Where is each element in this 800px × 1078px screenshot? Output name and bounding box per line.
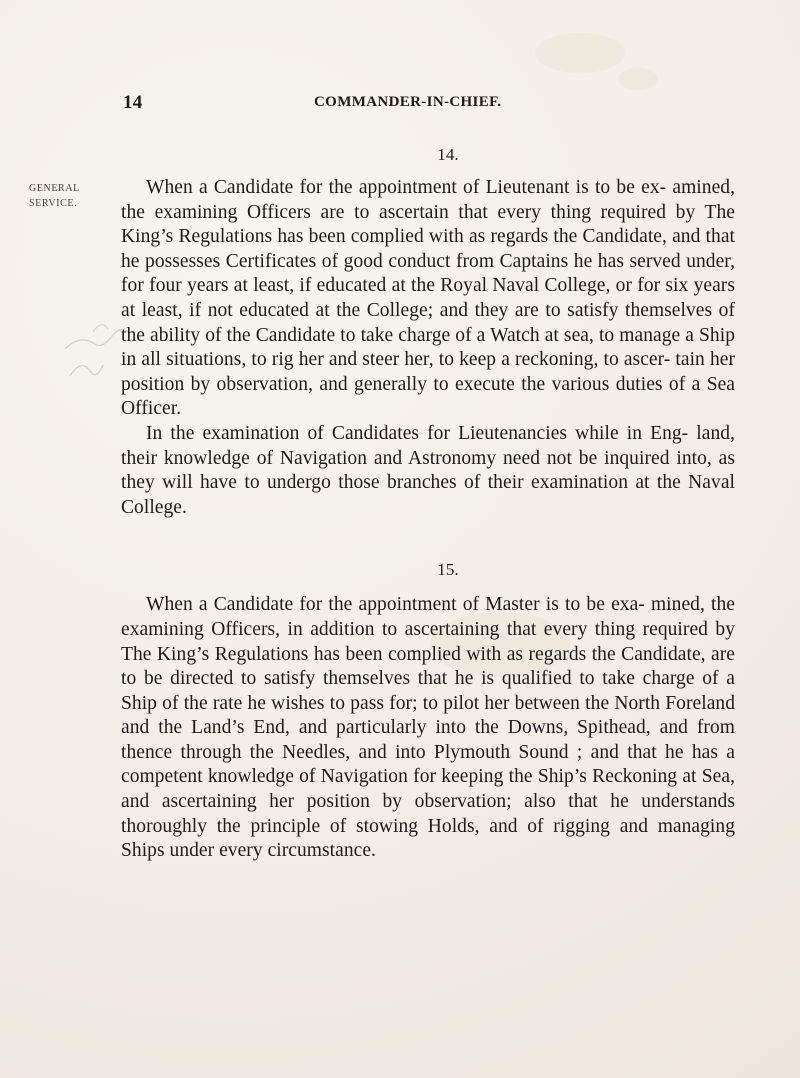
section-number: 14. [437, 145, 459, 164]
main-text [121, 145, 735, 864]
body-paragraph: When a Candidate for the appointment of Lieutenant is to be ex- amined, the examining Officers are to ascertain that every thing required by The King’s Regulations has been complied with as regards the Candidate, and that he possesses Certificates of good conduct from Captains he has served under, for four years at least, if educated at the Royal Naval College, or for six years at least, if not educated at the College; and they are to satisfy themselves of the ability of the Candidate to take charge of a Watch at sea, to manage a Ship in all situations, to rig her and steer her, to keep a reckoning, to ascer- tain her position by observation, and generally to execute the various duties of a Sea Officer. [121, 177, 735, 420]
margin-note [29, 181, 109, 211]
margin-note-line: GENERAL [29, 183, 80, 194]
body-paragraph: In the examination of Candidates for Lieutenancies while in Eng- land, their knowledge of Navigation and Astronomy need not be inquired into, as they will have to undergo those branches of their examination at the Naval College. [121, 422, 735, 518]
paper-stain [535, 33, 625, 73]
margin-note-line: SERVICE. [29, 198, 78, 209]
page-header [0, 92, 800, 116]
page-number: 14 [123, 92, 143, 113]
paper-stain [618, 68, 658, 90]
body-paragraph: When a Candidate for the appointment of Master is to be exa- mined, the examining Officers, in addition to ascertaining that every thing required by The King’s Regulations has been complied with as regards the Candidate, are to be directed to satisfy themselves that he is qualified to take charge of a Ship of the rate he wishes to pass for; to pilot her between the North Foreland and the Land’s End, and particularly into the Downs, Spithead, and from thence through the Needles, and into Plymouth Sound ; and that he has a competent knowledge of Navigation for keeping the Ship’s Reckoning at Sea, and ascertaining her position by observation; also that he understands thoroughly the principle of stowing Holds, and of rigging and managing Ships under every circumstance. [121, 594, 735, 862]
section-number: 15. [437, 560, 459, 580]
running-title: COMMANDER-IN-CHIEF. [314, 94, 502, 110]
